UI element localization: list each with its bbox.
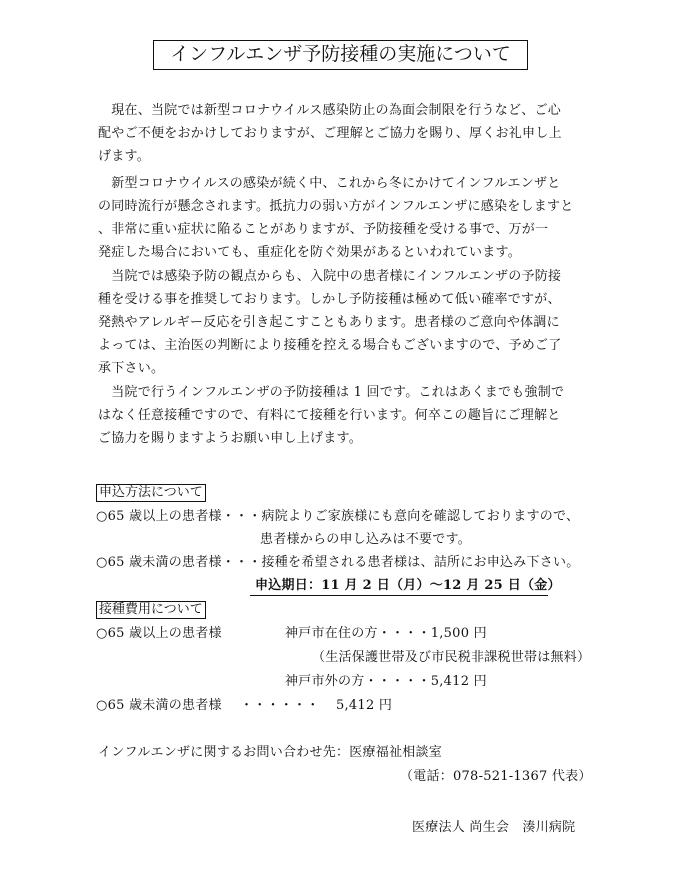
paragraph-line: ご協力を賜りますようお願い申し上げます。: [98, 431, 362, 446]
application-over65: ○65 歳以上の患者様・・・病院よりご家族様にも意向を確認しておりますので、: [96, 509, 580, 524]
paragraph-3: [98, 265, 562, 380]
paragraph-line: 発症した場合においても、重症化を防ぐ効果があるといわれています。: [98, 245, 521, 260]
contact-line: インフルエンザに関するお問い合わせ先：医療福祉相談室: [98, 745, 442, 760]
paragraph-1: [98, 99, 562, 168]
paragraph-line: 、非常に重い症状に陥ることがありますが、予防接種を受ける事で、万が一: [98, 222, 549, 237]
signature: 医療法人 尚生会 湊川病院: [412, 820, 576, 835]
paragraph-line: 配やご不便をおかけしておりますが、ご理解とご協力を賜り、厚くお礼申し上: [98, 126, 562, 141]
application-heading: 申込方法について: [96, 484, 206, 502]
paragraph-line: の同時流行が懸念されます。抵抗力の弱い方がインフルエンザに感染をしますと: [98, 199, 574, 214]
paragraph-line: 種を受ける事を推奨しております。しかし予防接種は極めて低い確率ですが、: [98, 292, 561, 307]
fees-exemption-note: （生活保護世帯及び市民税非課税世帯は無料）: [312, 650, 591, 665]
fees-under65-label: ○65 歳未満の患者様: [96, 698, 222, 713]
fees-under65-fee: 5,412 円: [336, 698, 393, 713]
contact-phone: （電話：078-521-1367 代表）: [400, 769, 592, 784]
paragraph-line: 当院で行うインフルエンザの予防接種は 1 回です。これはあくまでも強制で: [98, 385, 565, 400]
paragraph-line: 現在、当院では新型コロナウイルス感染防止の為面会制限を行うなど、ご心: [98, 103, 561, 118]
fees-kobe-resident: 神戸市在住の方・・・・1,500 円: [285, 626, 487, 641]
paragraph-4: [98, 381, 564, 450]
paragraph-line: 新型コロナウイルスの感染が続く中、これから冬にかけてインフルエンザと: [98, 176, 561, 191]
fees-over65-label: ○65 歳以上の患者様: [96, 626, 222, 641]
application-under65: ○65 歳未満の患者様・・・接種を希望される患者様は、詰所にお申込み下さい。: [96, 555, 580, 570]
page-title: インフルエンザ予防接種の実施について: [153, 40, 528, 70]
paragraph-line: げます。: [98, 149, 150, 164]
fees-heading: 接種費用について: [96, 601, 206, 619]
paragraph-line: 発熱やアレルギー反応を引き起こすこともあります。患者様のご意向や体調に: [98, 315, 560, 330]
paragraph-line: 当院では感染予防の観点からも、入院中の患者様にインフルエンザの予防接: [98, 269, 562, 284]
paragraph-line: はなく任意接種ですので、有料にて接種を行います。何卒この趣旨にご理解と: [98, 408, 561, 423]
paragraph-2: [98, 172, 573, 264]
fees-outside-kobe: 神戸市外の方・・・・・5,412 円: [285, 674, 487, 689]
paragraph-line: 承下さい。: [98, 361, 165, 376]
period-underline: [250, 595, 548, 596]
fees-under65-dots: ・・・・・・: [240, 698, 320, 713]
application-over65-cont: 患者様からの申し込みは不要です。: [260, 532, 471, 547]
application-period: 申込期日：11 月 2 日（月）～12 月 25 日（金）: [255, 578, 561, 593]
paragraph-line: よっては、主治医の判断により接種を控える場合もございますので、予めご了: [98, 338, 562, 353]
